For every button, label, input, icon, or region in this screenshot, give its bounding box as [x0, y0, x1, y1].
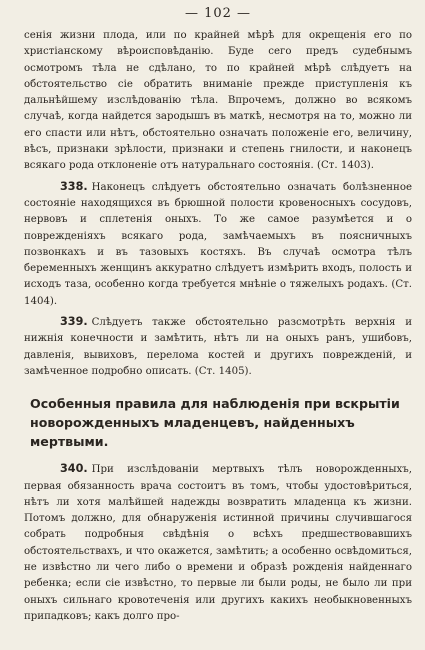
section-heading: Особенныя правила для наблюденія при вскрытіи новорожденныхъ младенцевъ, найденныхъ мертвыми.	[30, 396, 400, 450]
article-number: 340.	[60, 462, 88, 476]
paragraph-continuation: сенія жизни плода, или по крайней мѣрѣ для окрещенія его по христіанскому вѣроисповѣданію. Буде сего предъ судебнымъ осмотромъ тѣла не сдѣлано, то по крайней мѣрѣ слѣдуетъ на обстоятельство сіе обратить вниманіе прежде приступленія къ дальнѣйшему изслѣдованію тѣла. Впрочемъ, должно во всякомъ случаѣ, когда найдется зародышъ въ маткѣ, несмотря на то, можно ли его спасти или нѣтъ, обстоятельно означать положеніе его, величину, вѣсъ, признаки зрѣлости, признаки и степень гнилости, и наконецъ всякаго рода отклоненіе отъ натуральнаго состоянія. (Ст. 1403).	[24, 30, 412, 172]
article-text: Наконецъ слѣдуетъ обстоятельно означать болѣзненное состояніе находящихся въ брюшной полости кровеносныхъ сосудовъ, нервовъ и сплетенія оныхъ. То же самое разумѣется и о поврежденіяхъ всякаго рода, замѣчаемыхъ въ поясничныхъ позвонкахъ и въ тазовыхъ костяхъ. Въ случаѣ осмотра тѣлъ беременныхъ женщинъ аккуратно слѣдуетъ измѣрить входъ, полость и исходъ таза, особенно когда требуется мнѣніе о тяжелыхъ родахъ. (Ст. 1404).	[24, 181, 412, 307]
article-338	[24, 179, 412, 310]
article-340	[24, 461, 412, 625]
article-number: 339.	[60, 315, 88, 329]
article-text: При изслѣдованіи мертвыхъ тѣлъ новорожденныхъ, первая обязанность врача состоитъ въ томъ, чтобы удостовѣриться, нѣтъ ли хотя малѣйшей надежды возвратить младенца къ жизни. Потомъ должно, для обнаруженія истинной причины случившагося собрать подробныя свѣдѣнія о всѣхъ предшествовавшихъ обстоятельствахъ, и что окажется, замѣтить; а особенно освѣдомиться, не извѣстно ли чего либо о времени и образѣ рожденія найденнаго ребенка; если сіе извѣстно, то первые ли были роды, не было ли при оныхъ сильнаго кровотеченія или другихъ какихъ необыкновенныхъ припадковъ; какъ долго про-	[24, 464, 412, 622]
article-text: Слѣдуетъ также обстоятельно разсмотрѣть верхнія и нижнія конечности и замѣтить, нѣтъ ли на оныхъ ранъ, ушибовъ, давленія, вывиховъ, перелома костей и другихъ поврежденій, и замѣченное подробно описать. (Ст. 1405).	[24, 317, 412, 377]
book-page	[24, 6, 412, 646]
article-number: 338.	[60, 179, 88, 193]
article-339	[24, 314, 412, 380]
page-number: — 102 —	[184, 6, 252, 21]
